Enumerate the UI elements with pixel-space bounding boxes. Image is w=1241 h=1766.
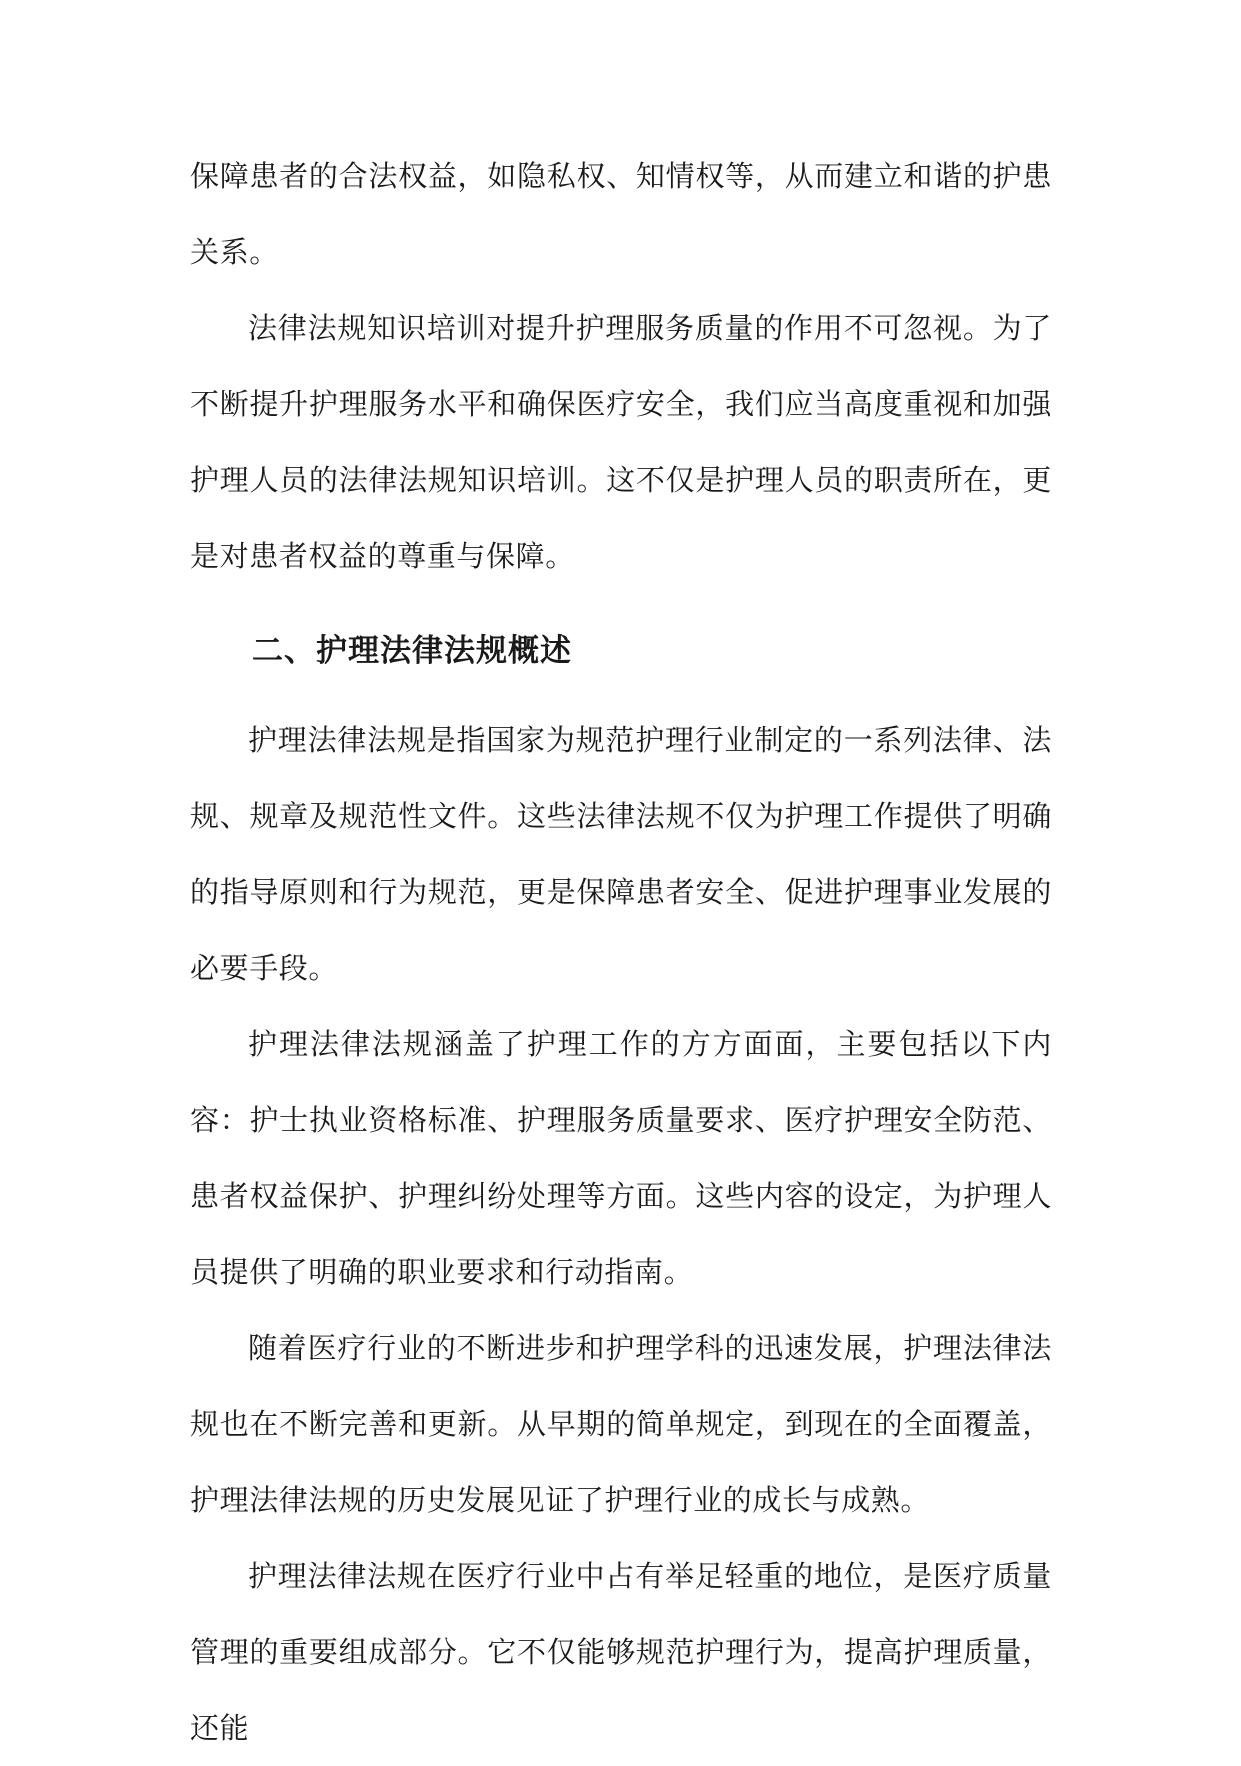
paragraph-history: 随着医疗行业的不断进步和护理学科的迅速发展，护理法律法规也在不断完善和更新。从早期的简单规定，到现在的全面覆盖，护理法律法规的历史发展见证了护理行业的成长与成熟。 (190, 1331, 1052, 1517)
paragraph-continuation: 保障患者的合法权益，如隐私权、知情权等，从而建立和谐的护患关系。 (190, 159, 1052, 269)
paragraph-training-importance: 法律法规知识培训对提升护理服务质量的作用不可忽视。为了不断提升护理服务水平和确保医疗安全，我们应当高度重视和加强护理人员的法律法规知识培训。这不仅是护理人员的职责所在，更是对患者权益的尊重与保障。 (190, 311, 1052, 573)
section-heading: 二、护理法律法规概述 (252, 633, 572, 669)
paragraph-scope: 护理法律法规涵盖了护理工作的方方面面，主要包括以下内容：护士执业资格标准、护理服务质量要求、医疗护理安全防范、患者权益保护、护理纠纷处理等方面。这些内容的设定，为护理人员提供了明确的职业要求和行动指南。 (190, 1027, 1052, 1289)
paragraph-definition: 护理法律法规是指国家为规范护理行业制定的一系列法律、法规、规章及规范性文件。这些法律法规不仅为护理工作提供了明确的指导原则和行为规范，更是保障患者安全、促进护理事业发展的必要手段。 (190, 723, 1052, 985)
document-body (190, 138, 1052, 1766)
paragraph-status: 护理法律法规在医疗行业中占有举足轻重的地位，是医疗质量管理的重要组成部分。它不仅能够规范护理行为，提高护理质量，还能 (190, 1559, 1052, 1745)
